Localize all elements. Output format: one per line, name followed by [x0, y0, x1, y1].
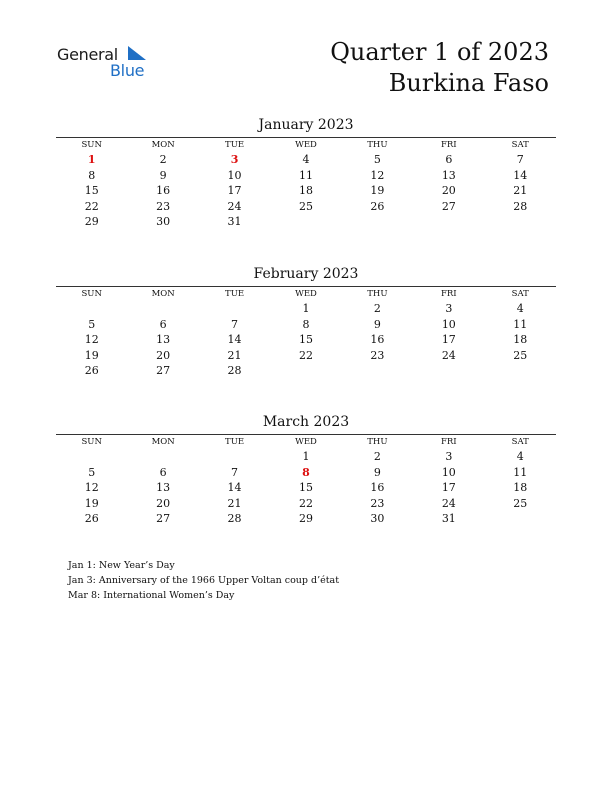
weekday-label: FRI — [440, 140, 457, 150]
empty-day-cell — [56, 301, 127, 317]
day-cell: 6 — [445, 153, 453, 166]
month-grid — [56, 137, 556, 230]
day-cell: 8 — [302, 317, 310, 331]
weekday-label: SAT — [511, 140, 529, 150]
day-cell: 21 — [513, 184, 528, 197]
day-cell: 16 — [370, 333, 385, 346]
day-cell: 30 — [156, 215, 171, 228]
day-cell: 17 — [441, 481, 456, 494]
week-row — [56, 332, 556, 348]
day-cell: 21 — [227, 348, 242, 362]
month-title: March 2023 — [262, 414, 350, 430]
empty-day-cell — [270, 214, 341, 230]
weekday-label: SAT — [511, 289, 529, 299]
weekday-label: SUN — [81, 140, 102, 150]
month-title: January 2023 — [258, 117, 354, 133]
day-cell: 28 — [227, 512, 242, 525]
day-cell: 19 — [84, 496, 99, 510]
day-cell: 18 — [298, 184, 313, 197]
quarter-title: Quarter 1 of 2023 — [330, 38, 549, 66]
day-cell: 8 — [88, 168, 96, 182]
empty-day-cell — [413, 363, 484, 379]
day-cell: 16 — [370, 481, 385, 494]
weekday-label: MON — [151, 289, 175, 299]
day-cell: 7 — [516, 153, 524, 166]
empty-day-cell — [270, 363, 341, 379]
weekday-label: MON — [151, 437, 175, 447]
holiday-note: Jan 1: New Year’s Day — [68, 560, 175, 571]
day-cell: 2 — [373, 450, 381, 463]
day-cell: 23 — [370, 348, 385, 362]
day-cell: 3 — [445, 302, 453, 315]
day-cell: 11 — [298, 168, 313, 182]
day-cell: 10 — [441, 465, 456, 479]
day-cell: 5 — [88, 465, 96, 479]
weeks — [56, 152, 556, 230]
day-cell: 31 — [227, 215, 242, 228]
day-cell: 7 — [231, 465, 239, 479]
week-row — [56, 449, 556, 465]
day-cell: 3 — [445, 450, 453, 463]
day-cell: 11 — [513, 465, 528, 479]
day-cell: 20 — [156, 496, 171, 510]
day-cell: 2 — [373, 302, 381, 315]
day-cell: 25 — [513, 348, 528, 362]
day-cell: 12 — [84, 481, 99, 494]
day-cell: 22 — [84, 199, 99, 213]
weekday-label: THU — [367, 289, 388, 299]
week-row — [56, 183, 556, 199]
month-grid — [56, 434, 556, 527]
week-row — [56, 465, 556, 481]
day-cell: 25 — [298, 199, 313, 213]
holiday-notes — [68, 558, 339, 603]
day-cell: 27 — [156, 364, 171, 377]
country-title: Burkina Faso — [388, 69, 549, 97]
day-cell: 18 — [513, 333, 528, 346]
page-title — [330, 37, 549, 99]
day-cell: 13 — [441, 168, 456, 182]
month-grid — [56, 286, 556, 379]
weeks — [56, 449, 556, 527]
day-cell: 13 — [156, 481, 171, 494]
day-cell: 24 — [227, 199, 242, 213]
empty-day-cell — [199, 301, 270, 317]
day-cell: 25 — [513, 496, 528, 510]
month-march — [56, 413, 556, 527]
day-cell: 27 — [441, 199, 456, 213]
week-row — [56, 511, 556, 527]
day-cell: 28 — [227, 364, 242, 377]
week-row — [56, 317, 556, 333]
day-cell: 18 — [513, 481, 528, 494]
week-row — [56, 301, 556, 317]
logo-text-blue: Blue — [110, 61, 145, 80]
weekday-label: WED — [295, 140, 317, 150]
day-cell: 11 — [513, 317, 528, 331]
day-cell: 30 — [370, 512, 385, 525]
weekday-label: MON — [151, 140, 175, 150]
holiday-note: Mar 8: International Women’s Day — [68, 590, 235, 601]
day-cell: 2 — [159, 153, 167, 166]
day-cell: 19 — [370, 184, 385, 197]
month-february — [56, 265, 556, 379]
week-row — [56, 152, 556, 168]
weekday-header — [56, 287, 556, 301]
holiday-day-cell: 1 — [87, 153, 96, 166]
day-cell: 22 — [298, 496, 313, 510]
weekday-label: WED — [295, 437, 317, 447]
day-cell: 23 — [156, 199, 171, 213]
week-row — [56, 348, 556, 364]
day-cell: 28 — [513, 199, 528, 213]
day-cell: 10 — [441, 317, 456, 331]
day-cell: 27 — [156, 512, 171, 525]
empty-day-cell — [342, 214, 413, 230]
empty-day-cell — [485, 214, 556, 230]
day-cell: 6 — [159, 317, 167, 331]
day-cell: 4 — [516, 302, 524, 315]
day-cell: 12 — [84, 333, 99, 346]
day-cell: 5 — [88, 317, 96, 331]
day-cell: 31 — [441, 512, 456, 525]
holiday-day-cell: 3 — [230, 153, 239, 166]
weekday-header — [56, 138, 556, 152]
week-row — [56, 168, 556, 184]
weekday-label: FRI — [440, 289, 457, 299]
day-cell: 15 — [84, 184, 99, 197]
day-cell: 12 — [370, 168, 385, 182]
logo-triangle-icon — [128, 46, 146, 60]
month-title: February 2023 — [253, 266, 359, 282]
weekday-label: THU — [367, 437, 388, 447]
weekday-label: WED — [295, 289, 317, 299]
holiday-day-cell: 8 — [302, 465, 310, 479]
day-cell: 5 — [373, 153, 381, 166]
day-cell: 26 — [84, 512, 99, 525]
week-row — [56, 214, 556, 230]
day-cell: 7 — [231, 317, 239, 331]
month-january — [56, 116, 556, 230]
day-cell: 16 — [156, 184, 171, 197]
day-cell: 1 — [302, 302, 310, 315]
day-cell: 4 — [516, 450, 524, 463]
week-row — [56, 480, 556, 496]
empty-day-cell — [485, 511, 556, 527]
day-cell: 23 — [370, 496, 385, 510]
day-cell: 20 — [441, 184, 456, 197]
weekday-header — [56, 435, 556, 449]
day-cell: 29 — [298, 512, 313, 525]
day-cell: 15 — [298, 333, 313, 346]
day-cell: 20 — [156, 348, 171, 362]
day-cell: 14 — [227, 333, 242, 346]
weekday-label: SUN — [81, 289, 102, 299]
weekday-label: TUE — [225, 140, 245, 150]
week-row — [56, 496, 556, 512]
day-cell: 17 — [227, 184, 242, 197]
day-cell: 4 — [302, 153, 310, 166]
weekday-label: SUN — [81, 437, 102, 447]
day-cell: 17 — [441, 333, 456, 346]
day-cell: 13 — [156, 333, 171, 346]
day-cell: 21 — [227, 496, 242, 510]
logo-text-general: General — [57, 45, 118, 64]
day-cell: 10 — [227, 168, 242, 182]
weekday-label: TUE — [225, 289, 245, 299]
day-cell: 9 — [373, 465, 381, 479]
empty-day-cell — [56, 449, 127, 465]
week-row — [56, 363, 556, 379]
empty-day-cell — [342, 363, 413, 379]
day-cell: 24 — [441, 496, 456, 510]
empty-day-cell — [127, 449, 198, 465]
weeks — [56, 301, 556, 379]
day-cell: 26 — [370, 199, 385, 213]
day-cell: 9 — [373, 317, 381, 331]
weekday-label: FRI — [440, 437, 457, 447]
day-cell: 6 — [159, 465, 167, 479]
holiday-note: Jan 3: Anniversary of the 1966 Upper Voltan coup d’état — [68, 575, 340, 586]
day-cell: 24 — [441, 348, 456, 362]
empty-day-cell — [413, 214, 484, 230]
day-cell: 1 — [302, 450, 310, 463]
day-cell: 19 — [84, 348, 99, 362]
logo — [57, 43, 157, 83]
empty-day-cell — [485, 363, 556, 379]
day-cell: 22 — [298, 348, 313, 362]
day-cell: 14 — [227, 481, 242, 494]
weekday-label: TUE — [225, 437, 245, 447]
day-cell: 9 — [159, 168, 167, 182]
day-cell: 14 — [513, 168, 528, 182]
empty-day-cell — [127, 301, 198, 317]
day-cell: 26 — [84, 364, 99, 377]
day-cell: 15 — [298, 481, 313, 494]
weekday-label: SAT — [511, 437, 529, 447]
weekday-label: THU — [367, 140, 388, 150]
week-row — [56, 199, 556, 215]
empty-day-cell — [199, 449, 270, 465]
day-cell: 29 — [84, 215, 99, 228]
